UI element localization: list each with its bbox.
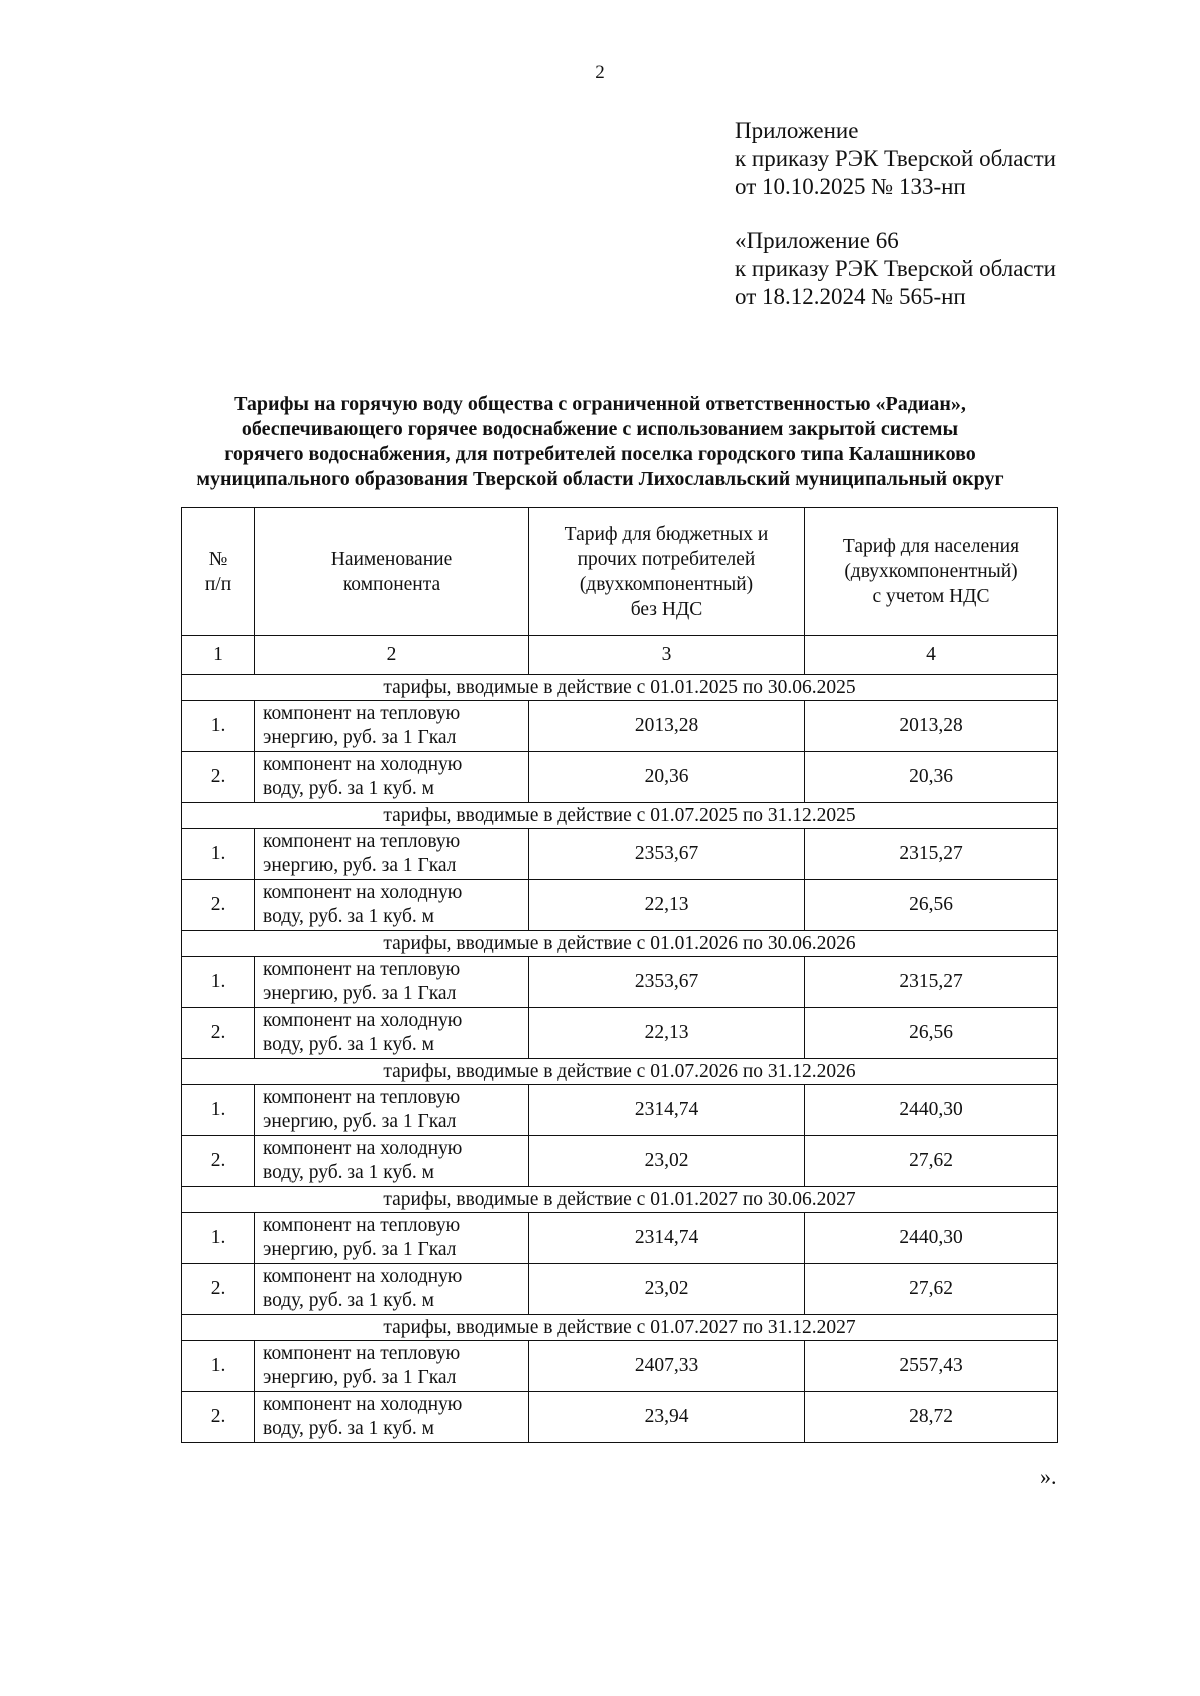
period-label: тарифы, вводимые в действие с 01.01.2026 по 30.06.2026 (182, 931, 1058, 957)
component-name-line: энергию, руб. за 1 Гкал (263, 1239, 457, 1260)
title-line: муниципального образования Тверской области Лихославльский муниципальный округ (196, 468, 1004, 490)
component-name-line: компонент на тепловую (263, 1215, 461, 1236)
period-row (182, 1059, 1058, 1085)
annex-line: Приложение (735, 118, 859, 143)
period-label: тарифы, вводимые в действие с 01.07.2026 по 31.12.2026 (182, 1059, 1058, 1085)
table-row (182, 1341, 1058, 1392)
component-name-line: энергию, руб. за 1 Гкал (263, 727, 457, 748)
component-name-line: воду, руб. за 1 куб. м (263, 1418, 434, 1439)
budget-tariff-value: 2407,33 (529, 1341, 805, 1392)
component-name-line: компонент на холодную (263, 1010, 463, 1031)
document-title (120, 392, 1080, 492)
component-name (255, 880, 529, 931)
population-tariff-value: 2315,27 (805, 829, 1058, 880)
column-number: 3 (529, 636, 805, 675)
header-text: п/п (204, 573, 232, 595)
header-text: № (208, 548, 228, 570)
period-label: тарифы, вводимые в действие с 01.07.2025 по 31.12.2025 (182, 803, 1058, 829)
population-tariff-value: 27,62 (805, 1264, 1058, 1315)
header-population-tariff (805, 508, 1058, 636)
title-line: обеспечивающего горячее водоснабжение с использованием закрытой системы (241, 418, 959, 440)
table-row (182, 957, 1058, 1008)
header-budget-tariff (529, 508, 805, 636)
budget-tariff-value: 2353,67 (529, 957, 805, 1008)
table-row (182, 880, 1058, 931)
component-name-line: воду, руб. за 1 куб. м (263, 778, 434, 799)
period-label: тарифы, вводимые в действие с 01.07.2027 по 31.12.2027 (182, 1315, 1058, 1341)
component-name (255, 1085, 529, 1136)
table-row (182, 1392, 1058, 1443)
table-row (182, 829, 1058, 880)
population-tariff-value: 26,56 (805, 1008, 1058, 1059)
budget-tariff-value: 2314,74 (529, 1213, 805, 1264)
table-header-row (182, 508, 1058, 636)
header-text: без НДС (630, 598, 703, 620)
component-name (255, 1213, 529, 1264)
component-name-line: компонент на холодную (263, 754, 463, 775)
component-name-line: компонент на тепловую (263, 1087, 461, 1108)
component-name-line: компонент на тепловую (263, 831, 461, 852)
annex-line: к приказу РЭК Тверской области (735, 256, 1056, 281)
period-row (182, 803, 1058, 829)
column-number: 1 (182, 636, 255, 675)
page-number: 2 (595, 62, 605, 83)
component-name-line: воду, руб. за 1 куб. м (263, 906, 434, 927)
table-row (182, 752, 1058, 803)
row-number: 1. (182, 1341, 255, 1392)
budget-tariff-value: 20,36 (529, 752, 805, 803)
row-number: 2. (182, 1264, 255, 1315)
header-text: прочих потребителей (577, 548, 756, 570)
component-name-line: воду, руб. за 1 куб. м (263, 1162, 434, 1183)
population-tariff-value: 20,36 (805, 752, 1058, 803)
title-line: Тарифы на горячую воду общества с ограниченной ответственностью «Радиан», (234, 393, 966, 415)
header-component-name (255, 508, 529, 636)
header-text: (двухкомпонентный) (844, 561, 1018, 582)
period-row (182, 931, 1058, 957)
budget-tariff-value: 23,02 (529, 1136, 805, 1187)
header-number (182, 508, 255, 636)
component-name-line: компонент на тепловую (263, 703, 461, 724)
header-text: Наименование (330, 548, 453, 570)
component-name (255, 1341, 529, 1392)
period-label: тарифы, вводимые в действие с 01.01.2025 по 30.06.2025 (182, 675, 1058, 701)
component-name-line: воду, руб. за 1 куб. м (263, 1034, 434, 1055)
component-name (255, 701, 529, 752)
component-name (255, 1264, 529, 1315)
period-row (182, 1187, 1058, 1213)
population-tariff-value: 2557,43 (805, 1341, 1058, 1392)
population-tariff-value: 2440,30 (805, 1213, 1058, 1264)
row-number: 2. (182, 752, 255, 803)
population-tariff-value: 2013,28 (805, 701, 1058, 752)
row-number: 1. (182, 957, 255, 1008)
tariffs-table-body (182, 508, 1058, 1443)
table-row (182, 1085, 1058, 1136)
budget-tariff-value: 2353,67 (529, 829, 805, 880)
column-number-row (182, 636, 1058, 675)
closing-quote-mark: ». (1040, 1464, 1057, 1489)
component-name-line: компонент на тепловую (263, 1343, 461, 1364)
annex-current-reference (735, 117, 1056, 201)
component-name (255, 1392, 529, 1443)
component-name (255, 957, 529, 1008)
component-name (255, 1136, 529, 1187)
row-number: 2. (182, 1136, 255, 1187)
row-number: 1. (182, 1085, 255, 1136)
component-name-line: компонент на холодную (263, 1266, 463, 1287)
table-row (182, 1136, 1058, 1187)
component-name (255, 829, 529, 880)
component-name-line: компонент на тепловую (263, 959, 461, 980)
table-row (182, 1008, 1058, 1059)
column-number: 4 (805, 636, 1058, 675)
table-row (182, 1213, 1058, 1264)
row-number: 2. (182, 1392, 255, 1443)
budget-tariff-value: 2013,28 (529, 701, 805, 752)
component-name-line: компонент на холодную (263, 882, 463, 903)
annex-original-reference (735, 227, 1056, 311)
row-number: 1. (182, 1213, 255, 1264)
title-line: горячего водоснабжения, для потребителей поселка городского типа Калашниково (224, 443, 976, 465)
header-text: Тариф для населения (842, 536, 1020, 557)
component-name-line: энергию, руб. за 1 Гкал (263, 983, 457, 1004)
header-text: (двухкомпонентный) (579, 573, 754, 595)
component-name-line: воду, руб. за 1 куб. м (263, 1290, 434, 1311)
row-number: 1. (182, 701, 255, 752)
annex-line: «Приложение 66 (735, 228, 899, 253)
header-text: Тариф для бюджетных и (564, 523, 769, 545)
period-row (182, 1315, 1058, 1341)
population-tariff-value: 2440,30 (805, 1085, 1058, 1136)
component-name-line: энергию, руб. за 1 Гкал (263, 855, 457, 876)
population-tariff-value: 26,56 (805, 880, 1058, 931)
header-text: с учетом НДС (872, 586, 990, 607)
annex-line: от 10.10.2025 № 133-нп (735, 174, 966, 199)
component-name-line: компонент на холодную (263, 1138, 463, 1159)
component-name (255, 752, 529, 803)
column-number: 2 (255, 636, 529, 675)
component-name-line: энергию, руб. за 1 Гкал (263, 1111, 457, 1132)
budget-tariff-value: 2314,74 (529, 1085, 805, 1136)
tariffs-table (181, 507, 1058, 1443)
period-row (182, 675, 1058, 701)
budget-tariff-value: 23,02 (529, 1264, 805, 1315)
row-number: 2. (182, 1008, 255, 1059)
row-number: 2. (182, 880, 255, 931)
table-row (182, 701, 1058, 752)
population-tariff-value: 27,62 (805, 1136, 1058, 1187)
header-text: компонента (342, 573, 441, 595)
budget-tariff-value: 22,13 (529, 1008, 805, 1059)
table-row (182, 1264, 1058, 1315)
budget-tariff-value: 23,94 (529, 1392, 805, 1443)
row-number: 1. (182, 829, 255, 880)
component-name (255, 1008, 529, 1059)
period-label: тарифы, вводимые в действие с 01.01.2027 по 30.06.2027 (182, 1187, 1058, 1213)
annex-line: к приказу РЭК Тверской области (735, 146, 1056, 171)
component-name-line: компонент на холодную (263, 1394, 463, 1415)
population-tariff-value: 28,72 (805, 1392, 1058, 1443)
annex-line: от 18.12.2024 № 565-нп (735, 284, 966, 309)
budget-tariff-value: 22,13 (529, 880, 805, 931)
component-name-line: энергию, руб. за 1 Гкал (263, 1367, 457, 1388)
population-tariff-value: 2315,27 (805, 957, 1058, 1008)
